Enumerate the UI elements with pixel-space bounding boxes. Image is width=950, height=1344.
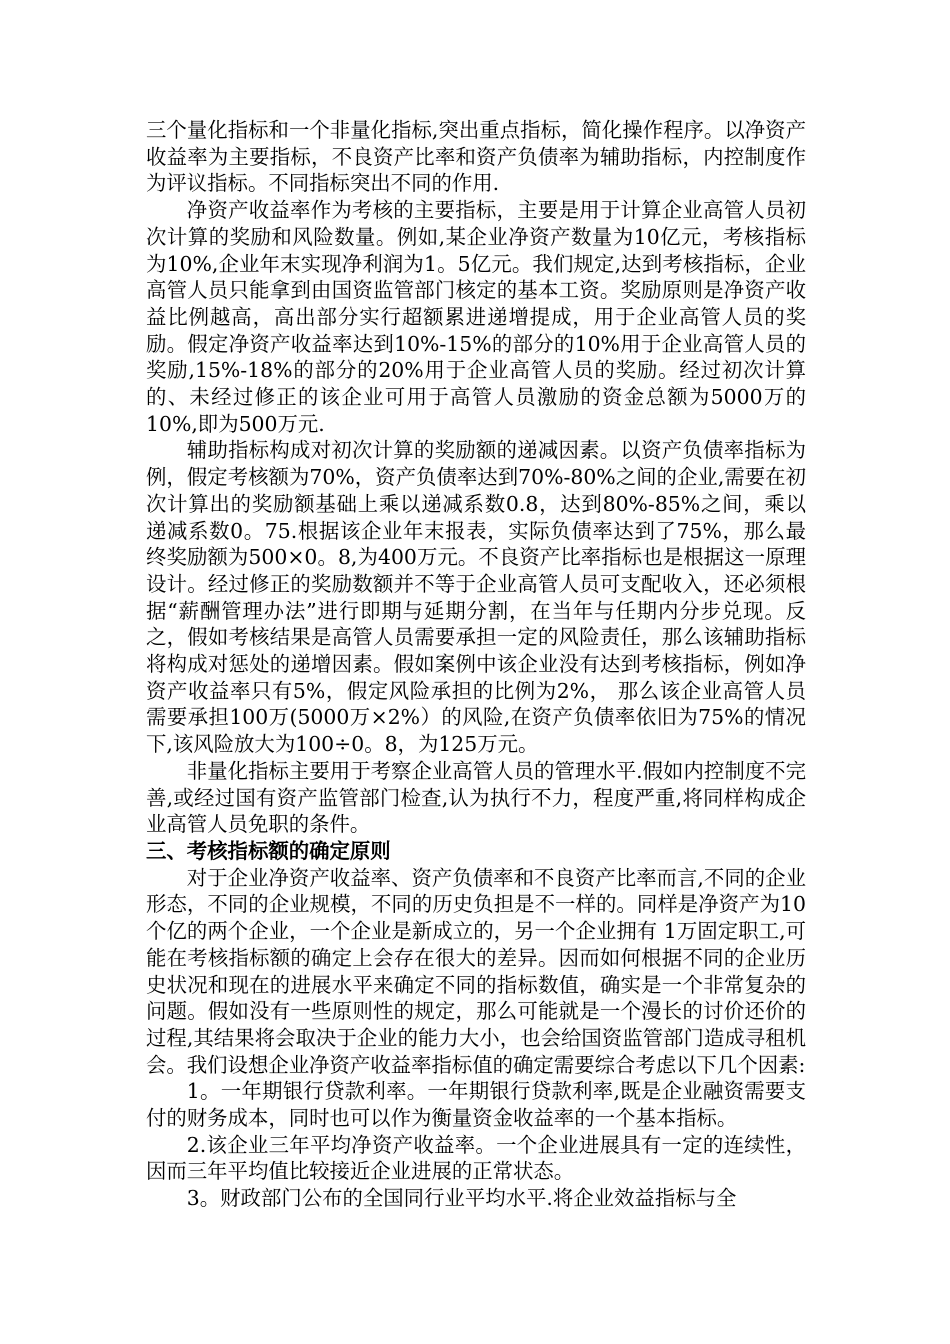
paragraph-7: 2.该企业三年平均净资产收益率。一个企业进展具有一定的连续性，因而三年平均值比较接近企业进展的正常状态。	[146, 1132, 806, 1184]
paragraph-4: 非量化指标主要用于考察企业高管人员的管理水平.假如内控制度不完善,或经过国有资产监管部门检查,认为执行不力，程度严重,将同样构成企业高管人员免职的条件。	[146, 758, 806, 837]
paragraph-8: 3。财政部门公布的全国同行业平均水平.将企业效益指标与全	[186, 1186, 737, 1211]
section-heading: 三、考核指标额的确定原则	[146, 838, 391, 863]
paragraph-2: 净资产收益率作为考核的主要指标，主要是用于计算企业高管人员初次计算的奖励和风险数量。例如,某企业净资产数量为10亿元，考核指标为10%,企业年末实现净利润为1。5亿元。我们规定,达到考核指标，企业高管人员只能拿到由国资监管部门核定的基本工资。奖励原则是净资产收益比例越高，高出部分实行超额累进递增提成，用于企业高管人员的奖励。假定净资产收益率达到10%-15%的部分的10%用于企业高管人员的奖励,15%-18%的部分的20%用于企业高管人员的奖励。经过初次计算的、未经过修正的该企业可用于高管人员激励的资金总额为5000万的10%,即为500万元.	[146, 198, 806, 436]
paragraph-3: 辅助指标构成对初次计算的奖励额的递减因素。以资产负债率指标为例，假定考核额为70%，资产负债率达到70%-80%之间的企业,需要在初次计算出的奖励额基础上乘以递减系数0.8，达到80%-85%之间，乘以递减系数0。75.根据该企业年末报表，实际负债率达到了75%，那么最终奖励额为500×0。8,为400万元。不良资产比率指标也是根据这一原理设计。经过修正的奖励数额并不等于企业高管人员可支配收入，还必须根据“薪酬管理办法”进行即期与延期分割，在当年与任期内分步兑现。反之，假如考核结果是高管人员需要承担一定的风险责任，那么该辅助指标将构成对惩处的递增因素。假如案例中该企业没有达到考核指标，例如净资产收益率只有5%，假定风险承担的比例为2%， 那么该企业高管人员需要承担100万(5000万×2%）的风险,在资产负债率依旧为75%的情况下,该风险放大为100÷0。8，为125万元。	[146, 438, 806, 757]
document-page	[146, 117, 806, 1212]
paragraph-6: 1。一年期银行贷款利率。一年期银行贷款利率,既是企业融资需要支付的财务成本，同时也可以作为衡量资金收益率的一个基本指标。	[146, 1079, 806, 1131]
paragraph-5: 对于企业净资产收益率、资产负债率和不良资产比率而言,不同的企业形态，不同的企业规模，不同的历史负担是不一样的。同样是净资产为10个亿的两个企业，一个企业是新成立的，另一个企业拥有 1万固定职工,可能在考核指标额的确定上会存在很大的差异。因而如何根据不同的企业历史状况和现在的进展水平来确定不同的指标数值，确实是一个非常复杂的问题。假如没有一些原则性的规定，那么可能就是一个漫长的讨价还价的过程,其结果将会取决于企业的能力大小，也会给国资监管部门造成寻租机会。我们设想企业净资产收益率指标值的确定需要综合考虑以下几个因素:	[146, 865, 806, 1077]
paragraph-1: 三个量化指标和一个非量化指标,突出重点指标，简化操作程序。以净资产收益率为主要指标，不良资产比率和资产负债率为辅助指标，内控制度作为评议指标。不同指标突出不同的作用.	[146, 118, 806, 196]
